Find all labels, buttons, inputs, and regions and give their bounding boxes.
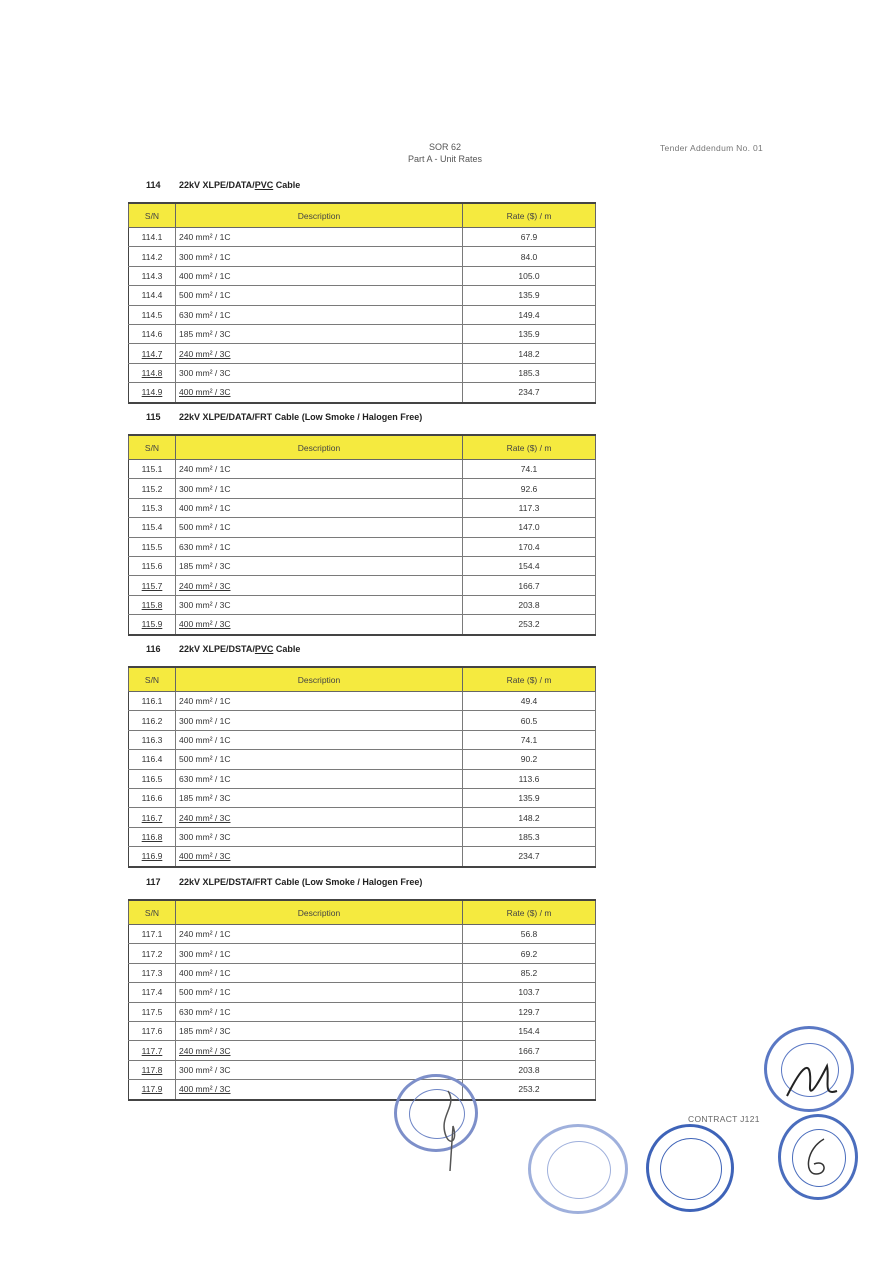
contract-label: CONTRACT J121: [688, 1114, 760, 1124]
cell-rate: 253.2: [463, 1080, 596, 1100]
section-title-underlined: PVC: [254, 180, 274, 190]
cell-sn: 116.6: [129, 788, 176, 807]
column-header-description: Description: [176, 900, 463, 925]
column-header-rate: Rate ($) / m: [463, 435, 596, 460]
table-row: [129, 1060, 596, 1079]
cell-rate: 148.2: [463, 808, 596, 827]
table-row: [129, 1080, 596, 1100]
cell-rate: 203.8: [463, 595, 596, 614]
cell-sn: 114.4: [129, 286, 176, 305]
cell-rate: 253.2: [463, 615, 596, 635]
cell-description: 300 mm² / 1C: [176, 247, 463, 266]
table-row: [129, 615, 596, 635]
cell-description: 240 mm² / 3C: [176, 576, 463, 595]
cell-description: 300 mm² / 3C: [176, 1060, 463, 1079]
section-title-text: 22kV XLPE/DATA/: [179, 180, 255, 190]
cell-rate: 234.7: [463, 847, 596, 867]
cell-rate: 166.7: [463, 1041, 596, 1060]
cell-description: 400 mm² / 1C: [176, 498, 463, 517]
section-number: 116: [146, 644, 161, 654]
table-row: [129, 944, 596, 963]
table-row: [129, 925, 596, 944]
table-row: [129, 479, 596, 498]
table-row: [129, 305, 596, 324]
cell-description: 185 mm² / 3C: [176, 556, 463, 575]
cell-sn: 115.2: [129, 479, 176, 498]
cell-description: 240 mm² / 1C: [176, 460, 463, 479]
cell-rate: 170.4: [463, 537, 596, 556]
table-row: [129, 595, 596, 614]
section-title-suffix: Cable: [273, 644, 301, 654]
table-row: [129, 460, 596, 479]
table-row: [129, 983, 596, 1002]
signature-mark-center: [428, 1086, 468, 1176]
cell-sn: 115.1: [129, 460, 176, 479]
table-row: [129, 692, 596, 711]
cell-sn: 114.7: [129, 344, 176, 363]
part-label: Part A - Unit Rates: [407, 154, 483, 164]
table-row: [129, 324, 596, 343]
cell-rate: 149.4: [463, 305, 596, 324]
section-title-suffix: Cable: [273, 180, 301, 190]
section-116: [128, 642, 596, 868]
column-header-sn: S/N: [129, 435, 176, 460]
cell-rate: 74.1: [463, 730, 596, 749]
cell-sn: 117.9: [129, 1080, 176, 1100]
cell-sn: 115.7: [129, 576, 176, 595]
cell-description: 185 mm² / 3C: [176, 324, 463, 343]
cell-sn: 117.3: [129, 963, 176, 982]
cell-sn: 115.9: [129, 615, 176, 635]
table-row: [129, 808, 596, 827]
cell-rate: 154.4: [463, 556, 596, 575]
cell-sn: 117.8: [129, 1060, 176, 1079]
cell-sn: 115.3: [129, 498, 176, 517]
cell-rate: 234.7: [463, 383, 596, 403]
cell-rate: 135.9: [463, 788, 596, 807]
cell-rate: 148.2: [463, 344, 596, 363]
cell-sn: 114.5: [129, 305, 176, 324]
table-row: [129, 1041, 596, 1060]
cell-sn: 117.1: [129, 925, 176, 944]
cell-sn: 117.5: [129, 1002, 176, 1021]
cell-sn: 114.8: [129, 363, 176, 382]
column-header-sn: S/N: [129, 203, 176, 228]
cell-rate: 105.0: [463, 266, 596, 285]
cell-rate: 67.9: [463, 228, 596, 247]
cell-sn: 114.3: [129, 266, 176, 285]
cell-rate: 60.5: [463, 711, 596, 730]
cell-rate: 49.4: [463, 692, 596, 711]
table-row: [129, 363, 596, 382]
cell-sn: 116.3: [129, 730, 176, 749]
column-header-rate: Rate ($) / m: [463, 667, 596, 692]
table-row: [129, 769, 596, 788]
table-row: [129, 1021, 596, 1040]
table-row: [129, 730, 596, 749]
cell-description: 500 mm² / 1C: [176, 983, 463, 1002]
section-number: 117: [146, 877, 161, 887]
table-row: [129, 286, 596, 305]
cell-sn: 115.4: [129, 518, 176, 537]
cell-rate: 85.2: [463, 963, 596, 982]
sor-label: SOR 62: [428, 142, 461, 152]
cell-sn: 114.9: [129, 383, 176, 403]
cell-description: 185 mm² / 3C: [176, 788, 463, 807]
cell-sn: 116.4: [129, 750, 176, 769]
column-header-sn: S/N: [129, 667, 176, 692]
section-title: [146, 642, 596, 656]
cell-sn: 115.5: [129, 537, 176, 556]
cell-sn: 116.2: [129, 711, 176, 730]
cell-rate: 166.7: [463, 576, 596, 595]
section-number: 114: [146, 180, 161, 190]
table-row: [129, 750, 596, 769]
cell-rate: 113.6: [463, 769, 596, 788]
cell-rate: 117.3: [463, 498, 596, 517]
cell-sn: 114.2: [129, 247, 176, 266]
cell-description: 300 mm² / 3C: [176, 595, 463, 614]
cell-description: 240 mm² / 1C: [176, 228, 463, 247]
cell-rate: 185.3: [463, 827, 596, 846]
cell-description: 400 mm² / 3C: [176, 847, 463, 867]
cell-description: 185 mm² / 3C: [176, 1021, 463, 1040]
cell-description: 240 mm² / 3C: [176, 344, 463, 363]
section-number: 115: [146, 412, 161, 422]
cell-rate: 74.1: [463, 460, 596, 479]
column-header-sn: S/N: [129, 900, 176, 925]
cell-description: 630 mm² / 1C: [176, 769, 463, 788]
cell-sn: 117.6: [129, 1021, 176, 1040]
cell-rate: 203.8: [463, 1060, 596, 1079]
table-row: [129, 498, 596, 517]
table-row: [129, 847, 596, 867]
table-row: [129, 576, 596, 595]
cell-sn: 117.7: [129, 1041, 176, 1060]
column-header-description: Description: [176, 435, 463, 460]
table-row: [129, 827, 596, 846]
cell-description: 630 mm² / 1C: [176, 1002, 463, 1021]
cell-sn: 116.9: [129, 847, 176, 867]
signature-mark: [782, 1046, 842, 1106]
cell-sn: 114.6: [129, 324, 176, 343]
section-114: [128, 178, 596, 404]
cell-sn: 116.7: [129, 808, 176, 827]
rate-table: [128, 666, 596, 868]
section-title-text: 22kV XLPE/DATA/FRT Cable (Low Smoke / Halogen Free): [179, 412, 423, 422]
bnl-stamp-bottom: [528, 1124, 628, 1214]
table-row: [129, 788, 596, 807]
cell-rate: 154.4: [463, 1021, 596, 1040]
cell-sn: 116.8: [129, 827, 176, 846]
cell-description: 400 mm² / 1C: [176, 730, 463, 749]
cell-description: 400 mm² / 3C: [176, 383, 463, 403]
cell-description: 400 mm² / 1C: [176, 266, 463, 285]
cell-rate: 90.2: [463, 750, 596, 769]
cell-rate: 92.6: [463, 479, 596, 498]
table-row: [129, 711, 596, 730]
lotte-stamp: [646, 1124, 734, 1212]
cell-sn: 116.1: [129, 692, 176, 711]
cell-description: 240 mm² / 1C: [176, 925, 463, 944]
table-row: [129, 247, 596, 266]
cell-description: 240 mm² / 3C: [176, 1041, 463, 1060]
table-row: [129, 1002, 596, 1021]
cell-rate: 185.3: [463, 363, 596, 382]
table-row: [129, 266, 596, 285]
table-row: [129, 556, 596, 575]
cell-description: 300 mm² / 3C: [176, 827, 463, 846]
rate-table: [128, 202, 596, 404]
table-row: [129, 228, 596, 247]
table-row: [129, 383, 596, 403]
cell-description: 400 mm² / 3C: [176, 1080, 463, 1100]
column-header-description: Description: [176, 667, 463, 692]
section-title: [146, 410, 596, 424]
cell-rate: 56.8: [463, 925, 596, 944]
section-title: [146, 875, 596, 889]
table-row: [129, 344, 596, 363]
cell-rate: 69.2: [463, 944, 596, 963]
cell-sn: 116.5: [129, 769, 176, 788]
section-title-underlined: PVC: [254, 644, 274, 654]
cell-sn: 115.6: [129, 556, 176, 575]
table-row: [129, 537, 596, 556]
rate-table: [128, 899, 596, 1101]
cell-description: 240 mm² / 1C: [176, 692, 463, 711]
section-title-text: 22kV XLPE/DSTA/: [179, 644, 255, 654]
cell-description: 500 mm² / 1C: [176, 518, 463, 537]
cell-rate: 135.9: [463, 286, 596, 305]
section-117: [128, 875, 596, 1101]
cell-sn: 114.1: [129, 228, 176, 247]
table-row: [129, 518, 596, 537]
cell-description: 300 mm² / 1C: [176, 479, 463, 498]
cell-description: 400 mm² / 3C: [176, 615, 463, 635]
cell-description: 400 mm² / 1C: [176, 963, 463, 982]
section-title-text: 22kV XLPE/DSTA/FRT Cable (Low Smoke / Halogen Free): [179, 877, 423, 887]
column-header-rate: Rate ($) / m: [463, 203, 596, 228]
cell-description: 300 mm² / 1C: [176, 944, 463, 963]
rate-table: [128, 434, 596, 636]
section-115: [128, 410, 596, 636]
cell-description: 500 mm² / 1C: [176, 750, 463, 769]
cell-rate: 135.9: [463, 324, 596, 343]
page-header: [380, 141, 510, 165]
column-header-rate: Rate ($) / m: [463, 900, 596, 925]
cell-rate: 147.0: [463, 518, 596, 537]
cell-rate: 129.7: [463, 1002, 596, 1021]
cell-sn: 117.4: [129, 983, 176, 1002]
signature-mark-right: [796, 1134, 836, 1184]
cell-sn: 117.2: [129, 944, 176, 963]
cell-description: 630 mm² / 1C: [176, 537, 463, 556]
cell-sn: 115.8: [129, 595, 176, 614]
cell-description: 300 mm² / 1C: [176, 711, 463, 730]
cell-description: 630 mm² / 1C: [176, 305, 463, 324]
addendum-label: Tender Addendum No. 01: [660, 143, 764, 153]
cell-rate: 103.7: [463, 983, 596, 1002]
cell-rate: 84.0: [463, 247, 596, 266]
section-title: [146, 178, 596, 192]
table-row: [129, 963, 596, 982]
cell-description: 300 mm² / 3C: [176, 363, 463, 382]
cell-description: 240 mm² / 3C: [176, 808, 463, 827]
column-header-description: Description: [176, 203, 463, 228]
cell-description: 500 mm² / 1C: [176, 286, 463, 305]
